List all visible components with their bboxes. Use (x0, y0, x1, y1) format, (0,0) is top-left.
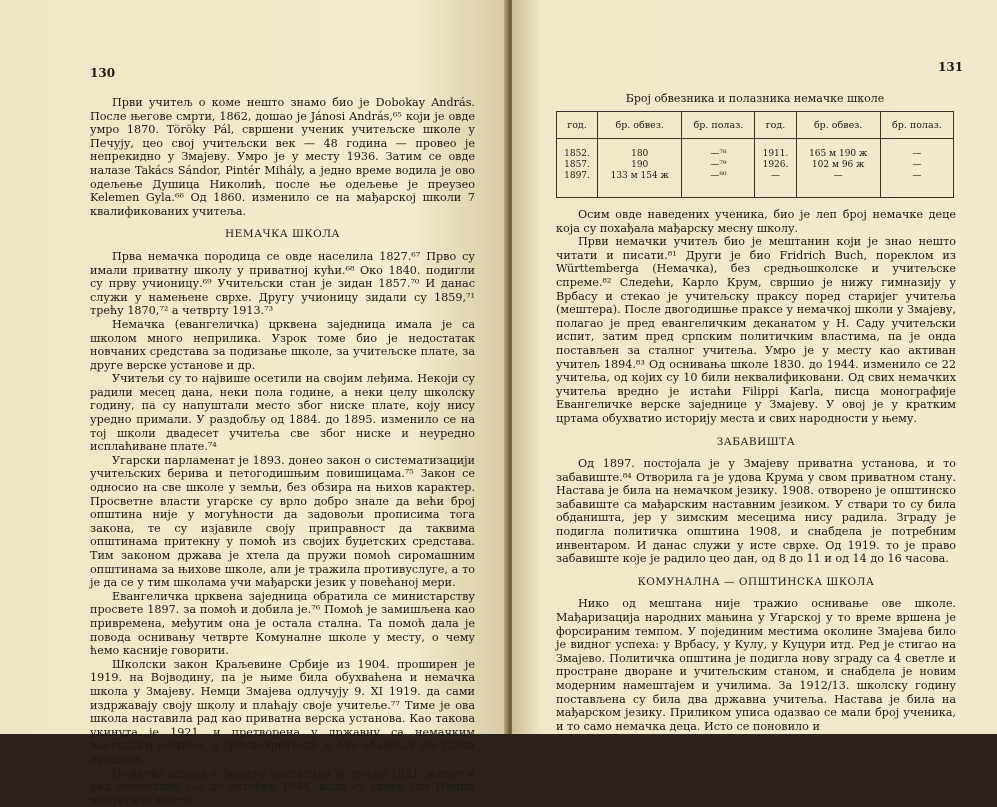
table-header: бр. полаз. (682, 112, 755, 139)
table-header: бр. обвез. (796, 112, 880, 139)
right-page (512, 0, 997, 734)
section-heading-german-school: НЕМАЧКА ШКОЛА (90, 228, 475, 242)
paragraph: Школски закон Краљевине Србије из 1904. проширен је 1919. на Војводину, па је њиме била обухваћена и немачка школа у Змајеву. Немци Змајева одлучују 9. XI 1919. да сами издржавају своју школу и плаћају своје учитеље.⁷⁷ Тиме је ова школа наставила рад као приватна верска установа. Као такова укинута је 1921. и претворена у државну са немачким наставним језиком, а српскохрватски је био обавезан наставни предмет. (90, 658, 475, 767)
paragraph: Нико од мештана није тражио оснивање ове школе. Мађаризација народних мањина у Угарској у то време вршена је форсираним темпом. У појединим местима околине Змајева било је видног успеха: у Врбасу, у Кулу, у Куцури итд. Ред је стигао на Змајево. Политичка општина је подигла нову зграду са 4 светле и простране дворане и учитељским станом, и снабдела је новим модерним намештајем и училима. За 1912/13. школску годину постављена су била два државна учитеља. Настава је била на мађарском језику. Приликом уписа одазвао се мали број ученика, и то само немачка деца. Исто се поновило и (556, 597, 956, 733)
enrollment-table (556, 111, 954, 198)
right-body (556, 208, 956, 733)
paragraph: Први учитељ о коме нешто знамо био је Dobokay András. После његове смрти, 1862, дошао је Jánosi András,⁶⁵ који је овде умро 1870. Törökу Pál, свршени ученик учитељске школе у Печују, цео свој учитељски век — 48 година — провео је непрекидно у Змајеву. Умро је у месту 1936. Затим се овде налазе Takács Sándor, Pintér Mihály, а једно време водила је ово одељење Душица Николић, после ње одељење је преузео Kelemen Gyla.⁶⁶ Од 1860. изменило се на мађарској школи 7 квалификованих учитеља. (90, 96, 475, 218)
table-header: год. (557, 112, 598, 139)
table-cell: 165 м 190 ж 102 м 96 ж — (796, 139, 880, 198)
paragraph: Прва немачка породица се овде населила 1827.⁶⁷ Прво су имали приватну школу у приватној кући.⁶⁸ Око 1840. подигли су прву учионицу.⁶⁹ Учитељски стан је зидан 1857.⁷⁰ И данас служи у намењене сврхе. Другу учионицу зидали су 1859,⁷¹ трећу 1870,⁷² а четврту 1913.⁷³ (90, 250, 475, 318)
page-number-left: 130 (90, 66, 115, 80)
table-header: бр. обвез. (598, 112, 682, 139)
paragraph: Од 1897. постојала је у Змајеву приватна установа, и то забавиште.⁸⁴ Отворила га је удова Крума у свом приватном стану. Настава је била на немачком језику. 1908. отворено је општинско забавиште са мађарским наставним језиком. У ствари то су била обданишта, јер у зимским месецима нису радила. Зграду је подигла политичка општина 1908, и снабдела је потребним инвентаром. И данас служи у исте сврхе. Од 1919. то је право забавиште које је радило цео дан, од 8 до 11 и од 14 до 16 часова. (556, 457, 956, 566)
table-header: год. (755, 112, 796, 139)
table-cell: —⁷⁸ —⁷⁹ —⁸⁰ (682, 139, 755, 198)
paragraph: Немачка школа у Змајеву наставила је, после 1921, живот и рад неометано све до октобра 1944, када су скоро сви Немци напустили место. (90, 767, 475, 807)
section-heading-kindergartens: ЗАБАВИШТА (556, 436, 956, 450)
paragraph: Први немачки учитељ био је мештанин који је знао нешто читати и писати.⁸¹ Други је био Fridrich Buch, пореклом из Württemberga (Немачка), без средњошколске и учитељске спреме.⁸² Следећи, Карло Крум, свршио је нижу гимназију у Врбасу и стекао је учитељску праксу поред старијег учитеља (мештера). После двогодишње праксе у немачкој школи у Змајеву, полагао је пред евангеличким деканатом у Н. Саду учитељски испит, затим пред српским политичким властима, па је онда постављен за сталног учитеља. Умро је у месту као активан учитељ 1894.⁸³ Од оснивања школе 1830. до 1944. изменило се 22 учитеља, од којих су 10 били неквалификовани. Од свих немачких учитеља вредно је истаћи Filippi Karla, писца монографије Евангеличке верске заједнице у Змајеву. У овој је у кратким цртама обухватио историју места и свих народности у њему. (556, 235, 956, 425)
table-header-row (557, 112, 954, 139)
paragraph: Осим овде наведених ученика, био је леп број немачке деце која су похађала мађарску месну школу. (556, 208, 956, 235)
paragraph: Учитељи су то највише осетили на својим леђима. Некоји су радили месец дана, неки пола године, а неки целу школску годину, па су напуштали место због ниске плате, коју нису уредно примали. У раздобљу од 1884. до 1895. изменило се на тој школи двадесет учитеља све због ниске и неуредно исплаћиване плате.⁷⁴ (90, 372, 475, 454)
table-cell: 1852. 1857. 1897. (557, 139, 598, 198)
section-heading-communal-school: КОМУНАЛНА — ОПШТИНСКА ШКОЛА (556, 576, 956, 590)
table-cell: — — — (880, 139, 953, 198)
paragraph: Евангеличка црквена заједница обратила се министарству просвете 1897. за помоћ и добила је.⁷⁶ Помоћ је замишљена као привремена, међутим она је остала стална. Та помоћ дала је повода оснивању четврте Комуналне школе у месту, о чему ћемо касније говорити. (90, 590, 475, 658)
left-body (90, 96, 475, 807)
paragraph: Немачка (евангеличка) црквена заједница имала је са школом много неприлика. Узрок томе био је недостатак новчаних средстава за подизање школе, за учитељске плате, за друге верске установе и др. (90, 318, 475, 372)
table-cell: 1911. 1926. — (755, 139, 796, 198)
table-header: бр. полаз. (880, 112, 953, 139)
left-page (0, 0, 508, 734)
table-cell: 180 190 133 м 154 ж (598, 139, 682, 198)
table-caption: Број обвезника и полазника немачке школе (550, 92, 960, 105)
page-number-right: 131 (938, 60, 963, 74)
paragraph: Угарски парламенат је 1893. донео закон о систематизацији учитељских берива и петогодишњим повишицама.⁷⁵ Закон се односио на све школе у земљи, без обзира на њихов карактер. Просветне власти угарске су врло добро знале да већи број општина није у могућности да задовољи прописима тога закона, те су изјавиле своју приправност да таквима општинама притекну у помоћ из својих буџетских средстава. Тим законом држава је хтела да пружи помоћ сиромашним општинама за њихове школе, али је тражила противуслуге, а то је да се у тим школама учи мађарски језик у повећаној мери. (90, 454, 475, 590)
table-row (557, 139, 954, 198)
